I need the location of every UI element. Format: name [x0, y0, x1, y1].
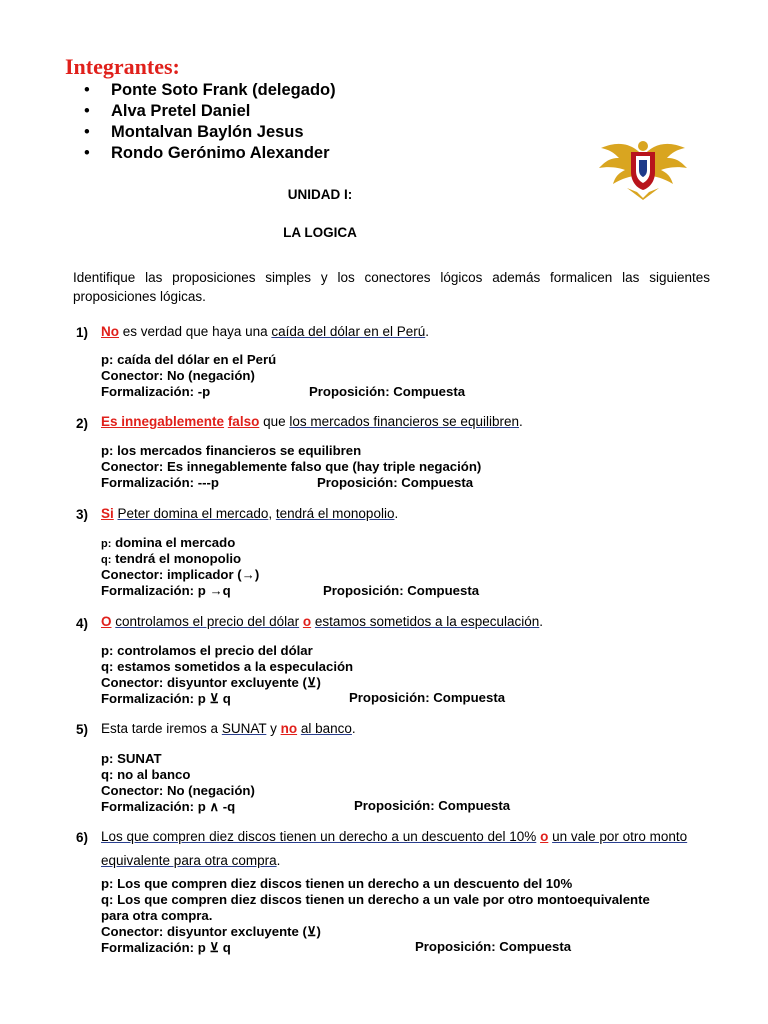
- simple-proposition: Los que compren diez discos tienen un derecho a un descuento del 10%: [101, 829, 537, 844]
- question-sentence: [101, 502, 398, 526]
- connector-line: Conector: Es innegablemente falso que (hay triple negación): [101, 459, 482, 474]
- proposition-p: p: los mercados financieros se equilibren: [101, 443, 362, 458]
- proposition-type: Proposición: Compuesta: [309, 384, 466, 399]
- formalization-line: Formalización: p ∧ -q: [101, 799, 236, 814]
- question-sentence: [101, 410, 523, 434]
- formalization-line: Formalización: p ⊻ q: [101, 940, 231, 955]
- answer-block: [101, 751, 255, 815]
- members-heading: Integrantes:: [65, 54, 180, 79]
- proposition-q: q: estamos sometidos a la especulación: [101, 659, 354, 674]
- connector-line: Conector: disyuntor excluyente (⊻): [101, 675, 321, 690]
- sentence-text: y: [266, 721, 281, 736]
- connector-word: o: [302, 614, 312, 629]
- members-list: [84, 80, 336, 164]
- question-sentence: [101, 320, 429, 344]
- member-item: • Rondo Gerónimo Alexander: [84, 143, 336, 164]
- answer-block: [101, 535, 259, 599]
- connector-line: Conector: No (negación): [101, 783, 255, 798]
- simple-proposition: un vale por otro monto equivalente para otra compra: [101, 829, 688, 868]
- proposition-p: [101, 535, 259, 551]
- answer-block: [101, 352, 276, 400]
- simple-proposition: estamos sometidos a la especulación: [314, 614, 540, 629]
- sentence-text: ,: [268, 506, 276, 521]
- member-item: • Montalvan Baylón Jesus: [84, 122, 336, 143]
- simple-proposition: caída del dólar en el Perú: [271, 324, 426, 339]
- connector-line: Conector: implicador (→): [101, 567, 260, 582]
- connector-word: o: [540, 829, 549, 844]
- connector-word: Es innegablemente: [101, 414, 225, 429]
- formalization-line: Formalización: p ⊻ q: [101, 691, 231, 706]
- question-number: 5): [76, 722, 89, 737]
- formalization-line: Formalización: ---p: [101, 475, 219, 490]
- question-number: 4): [76, 616, 89, 631]
- proposition-q-continued: para otra compra.: [101, 908, 213, 923]
- proposition-p: p: caída del dólar en el Perú: [101, 352, 277, 367]
- sentence-text: es verdad que haya una: [119, 324, 272, 339]
- member-item: • Alva Pretel Daniel: [84, 101, 336, 122]
- sentence-text: .: [394, 506, 399, 521]
- formalization-line: Formalización: p →q: [101, 583, 231, 598]
- connector-word: No: [101, 324, 119, 339]
- connector-word: falso: [227, 414, 260, 429]
- proposition-type: Proposición: Compuesta: [317, 475, 474, 490]
- question-number: 3): [76, 507, 89, 522]
- proposition-q: [101, 551, 259, 567]
- connector-word: O: [101, 614, 112, 629]
- proposition-text: domina el mercado: [115, 535, 236, 550]
- member-item: • Ponte Soto Frank (delegado): [84, 80, 336, 101]
- question-sentence: [101, 825, 721, 873]
- question-number: 2): [76, 416, 89, 431]
- instructions: Identifique las proposiciones simples y los conectores lógicos además formalicen las siguientes proposiciones lógicas.: [73, 270, 710, 304]
- sentence-text: .: [351, 721, 356, 736]
- label-p: p:: [101, 538, 112, 550]
- proposition-text: tendrá el monopolio: [115, 551, 242, 566]
- sentence-text: .: [276, 853, 281, 868]
- proposition-p: p: Los que compren diez discos tienen un derecho a un descuento del 10%: [101, 876, 573, 891]
- subject-heading: LA LOGICA: [283, 225, 357, 240]
- sentence-text: .: [518, 414, 523, 429]
- question-sentence: [101, 610, 543, 634]
- sentence-text: .: [425, 324, 429, 339]
- proposition-type: Proposición: Compuesta: [323, 583, 480, 598]
- proposition-q: q: no al banco: [101, 767, 191, 782]
- sentence-text: Esta tarde iremos a: [101, 721, 222, 736]
- answer-block: [101, 643, 353, 707]
- connector-line: Conector: disyuntor excluyente (⊻): [101, 924, 321, 939]
- proposition-q: q: Los que compren diez discos tienen un derecho a un vale por otro montoequivalente: [101, 892, 650, 907]
- connector-word: no: [280, 721, 298, 736]
- simple-proposition: SUNAT: [221, 721, 267, 736]
- connector-word: Si: [101, 506, 114, 521]
- simple-proposition: tendrá el monopolio: [275, 506, 395, 521]
- unit-heading: UNIDAD I:: [287, 187, 353, 202]
- simple-proposition: los mercados financieros se equilibren: [289, 414, 519, 429]
- formalization-line: Formalización: -p: [101, 384, 211, 399]
- connector-line: Conector: No (negación): [101, 368, 255, 383]
- simple-proposition: al banco: [300, 721, 352, 736]
- sentence-text: .: [539, 614, 544, 629]
- sentence-text: que: [259, 414, 290, 429]
- question-sentence: [101, 717, 356, 741]
- question-number: 1): [76, 325, 89, 340]
- label-q: q:: [101, 554, 112, 566]
- proposition-type: Proposición: Compuesta: [415, 939, 572, 954]
- proposition-type: Proposición: Compuesta: [349, 690, 506, 705]
- proposition-type: Proposición: Compuesta: [354, 798, 511, 813]
- question-number: 6): [76, 830, 89, 845]
- proposition-p: p: SUNAT: [101, 751, 162, 766]
- simple-proposition: controlamos el precio del dólar: [115, 614, 300, 629]
- proposition-p: p: controlamos el precio del dólar: [101, 643, 313, 658]
- simple-proposition: Peter domina el mercado: [117, 506, 269, 521]
